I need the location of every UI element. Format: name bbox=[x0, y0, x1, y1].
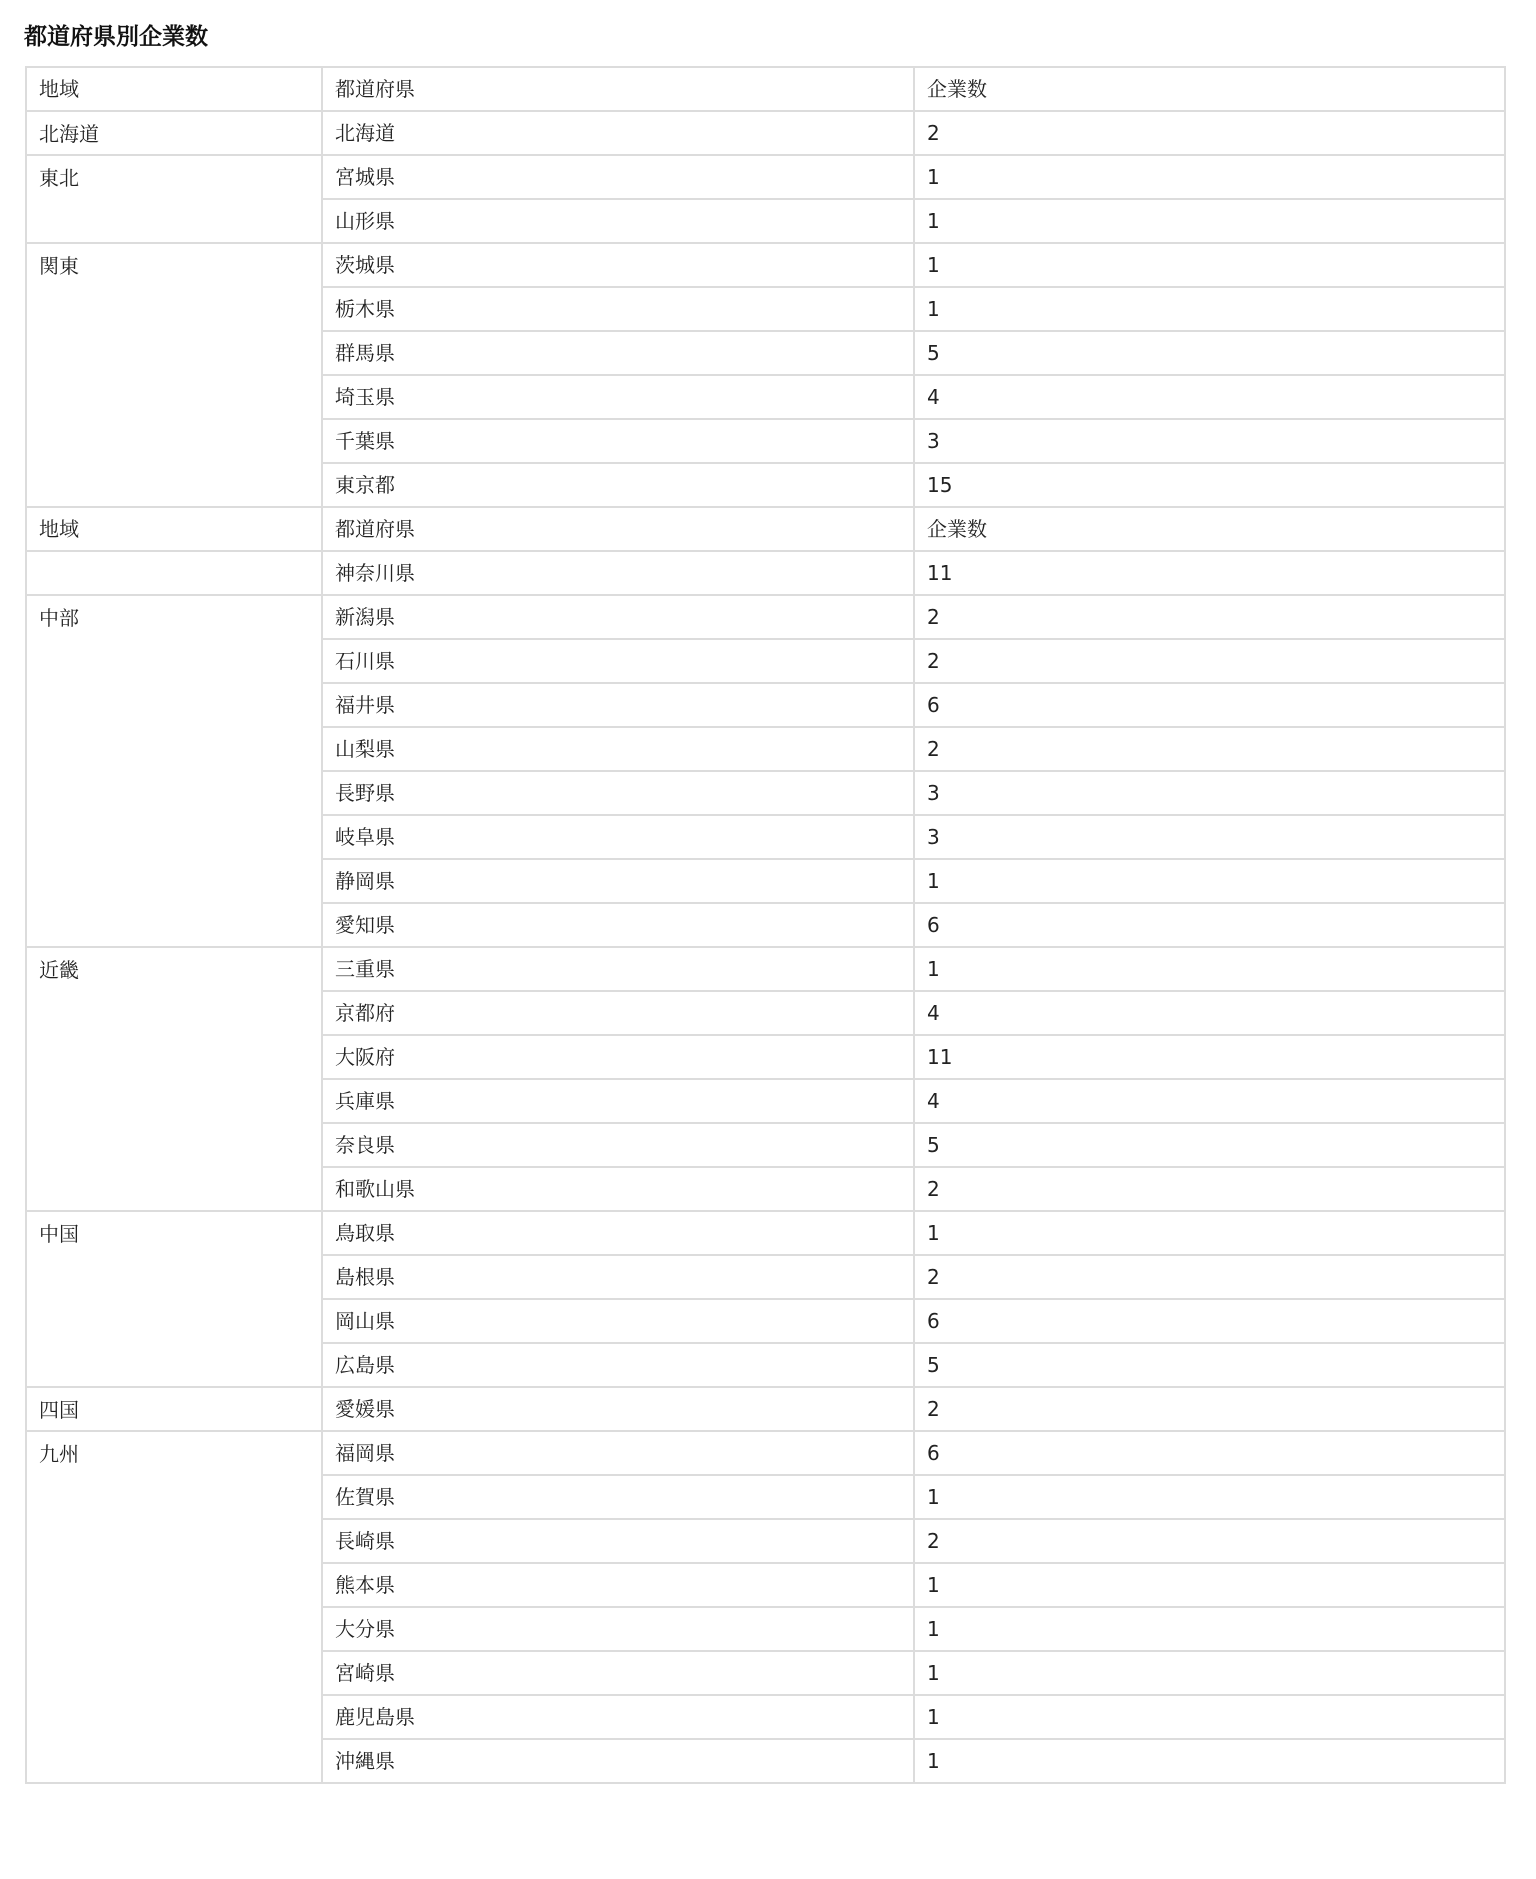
prefecture-cell: 和歌山県 bbox=[323, 1168, 915, 1212]
header-prefecture: 都道府県 bbox=[323, 68, 915, 112]
region-cell: 九州 bbox=[27, 1432, 323, 1784]
count-cell: 1 bbox=[915, 200, 1506, 244]
prefecture-cell: 三重県 bbox=[323, 948, 915, 992]
region-cell: 近畿 bbox=[27, 948, 323, 1212]
count-cell: 11 bbox=[915, 1036, 1506, 1080]
prefecture-cell: 新潟県 bbox=[323, 596, 915, 640]
page-title: 都道府県別企業数 bbox=[24, 24, 208, 50]
region-cell: 中国 bbox=[27, 1212, 323, 1388]
prefecture-cell: 島根県 bbox=[323, 1256, 915, 1300]
prefecture-cell: 広島県 bbox=[323, 1344, 915, 1388]
count-cell: 1 bbox=[915, 1652, 1506, 1696]
prefecture-cell: 兵庫県 bbox=[323, 1080, 915, 1124]
prefecture-cell: 福岡県 bbox=[323, 1432, 915, 1476]
prefecture-cell: 福井県 bbox=[323, 684, 915, 728]
prefecture-cell: 北海道 bbox=[323, 112, 915, 156]
prefecture-cell: 大阪府 bbox=[323, 1036, 915, 1080]
count-cell: 6 bbox=[915, 904, 1506, 948]
count-cell: 4 bbox=[915, 376, 1506, 420]
table-row bbox=[27, 1388, 1506, 1432]
header-count: 企業数 bbox=[915, 508, 1506, 552]
table-row bbox=[27, 244, 1506, 288]
count-cell: 2 bbox=[915, 1520, 1506, 1564]
prefecture-cell: 石川県 bbox=[323, 640, 915, 684]
count-cell: 1 bbox=[915, 1564, 1506, 1608]
count-cell: 6 bbox=[915, 1300, 1506, 1344]
prefecture-cell: 東京都 bbox=[323, 464, 915, 508]
prefecture-cell: 群馬県 bbox=[323, 332, 915, 376]
region-cell bbox=[27, 552, 323, 596]
count-cell: 15 bbox=[915, 464, 1506, 508]
prefecture-cell: 京都府 bbox=[323, 992, 915, 1036]
region-cell: 四国 bbox=[27, 1388, 323, 1432]
count-cell: 1 bbox=[915, 1608, 1506, 1652]
count-cell: 5 bbox=[915, 1344, 1506, 1388]
table-row bbox=[27, 552, 1506, 596]
header-prefecture: 都道府県 bbox=[323, 508, 915, 552]
count-cell: 1 bbox=[915, 244, 1506, 288]
prefecture-cell: 山梨県 bbox=[323, 728, 915, 772]
prefecture-cell: 岐阜県 bbox=[323, 816, 915, 860]
prefecture-cell: 岡山県 bbox=[323, 1300, 915, 1344]
prefecture-cell: 千葉県 bbox=[323, 420, 915, 464]
count-cell: 3 bbox=[915, 772, 1506, 816]
count-cell: 5 bbox=[915, 332, 1506, 376]
header-region: 地域 bbox=[27, 508, 323, 552]
count-cell: 1 bbox=[915, 1212, 1506, 1256]
region-cell: 関東 bbox=[27, 244, 323, 508]
prefecture-cell: 沖縄県 bbox=[323, 1740, 915, 1784]
table-row bbox=[27, 112, 1506, 156]
header-count: 企業数 bbox=[915, 68, 1506, 112]
prefecture-cell: 茨城県 bbox=[323, 244, 915, 288]
prefecture-cell: 神奈川県 bbox=[323, 552, 915, 596]
table-row bbox=[27, 156, 1506, 200]
prefecture-cell: 佐賀県 bbox=[323, 1476, 915, 1520]
count-cell: 3 bbox=[915, 420, 1506, 464]
count-cell: 6 bbox=[915, 1432, 1506, 1476]
prefecture-cell: 埼玉県 bbox=[323, 376, 915, 420]
count-cell: 2 bbox=[915, 1168, 1506, 1212]
prefecture-cell: 山形県 bbox=[323, 200, 915, 244]
header-region: 地域 bbox=[27, 68, 323, 112]
count-cell: 2 bbox=[915, 596, 1506, 640]
table-row bbox=[27, 1212, 1506, 1256]
prefecture-cell: 愛媛県 bbox=[323, 1388, 915, 1432]
prefecture-cell: 鳥取県 bbox=[323, 1212, 915, 1256]
table-row bbox=[27, 1432, 1506, 1476]
count-cell: 1 bbox=[915, 948, 1506, 992]
prefecture-cell: 熊本県 bbox=[323, 1564, 915, 1608]
prefecture-cell: 大分県 bbox=[323, 1608, 915, 1652]
prefecture-cell: 静岡県 bbox=[323, 860, 915, 904]
count-cell: 1 bbox=[915, 156, 1506, 200]
table-header-row bbox=[27, 68, 1506, 112]
count-cell: 1 bbox=[915, 1740, 1506, 1784]
count-cell: 2 bbox=[915, 112, 1506, 156]
prefecture-cell: 長崎県 bbox=[323, 1520, 915, 1564]
prefecture-cell: 鹿児島県 bbox=[323, 1696, 915, 1740]
count-cell: 6 bbox=[915, 684, 1506, 728]
count-cell: 4 bbox=[915, 1080, 1506, 1124]
prefecture-cell: 宮崎県 bbox=[323, 1652, 915, 1696]
count-cell: 2 bbox=[915, 1388, 1506, 1432]
count-cell: 1 bbox=[915, 288, 1506, 332]
count-cell: 4 bbox=[915, 992, 1506, 1036]
table-body bbox=[27, 68, 1506, 1784]
prefecture-cell: 愛知県 bbox=[323, 904, 915, 948]
table-header-row bbox=[27, 508, 1506, 552]
count-cell: 2 bbox=[915, 640, 1506, 684]
region-cell: 中部 bbox=[27, 596, 323, 948]
prefecture-company-table bbox=[25, 66, 1506, 1784]
prefecture-cell: 栃木県 bbox=[323, 288, 915, 332]
count-cell: 5 bbox=[915, 1124, 1506, 1168]
count-cell: 2 bbox=[915, 1256, 1506, 1300]
count-cell: 1 bbox=[915, 860, 1506, 904]
count-cell: 1 bbox=[915, 1476, 1506, 1520]
count-cell: 11 bbox=[915, 552, 1506, 596]
count-cell: 3 bbox=[915, 816, 1506, 860]
prefecture-cell: 宮城県 bbox=[323, 156, 915, 200]
prefecture-cell: 長野県 bbox=[323, 772, 915, 816]
table-row bbox=[27, 596, 1506, 640]
region-cell: 東北 bbox=[27, 156, 323, 244]
prefecture-cell: 奈良県 bbox=[323, 1124, 915, 1168]
count-cell: 2 bbox=[915, 728, 1506, 772]
region-cell: 北海道 bbox=[27, 112, 323, 156]
count-cell: 1 bbox=[915, 1696, 1506, 1740]
table-row bbox=[27, 948, 1506, 992]
